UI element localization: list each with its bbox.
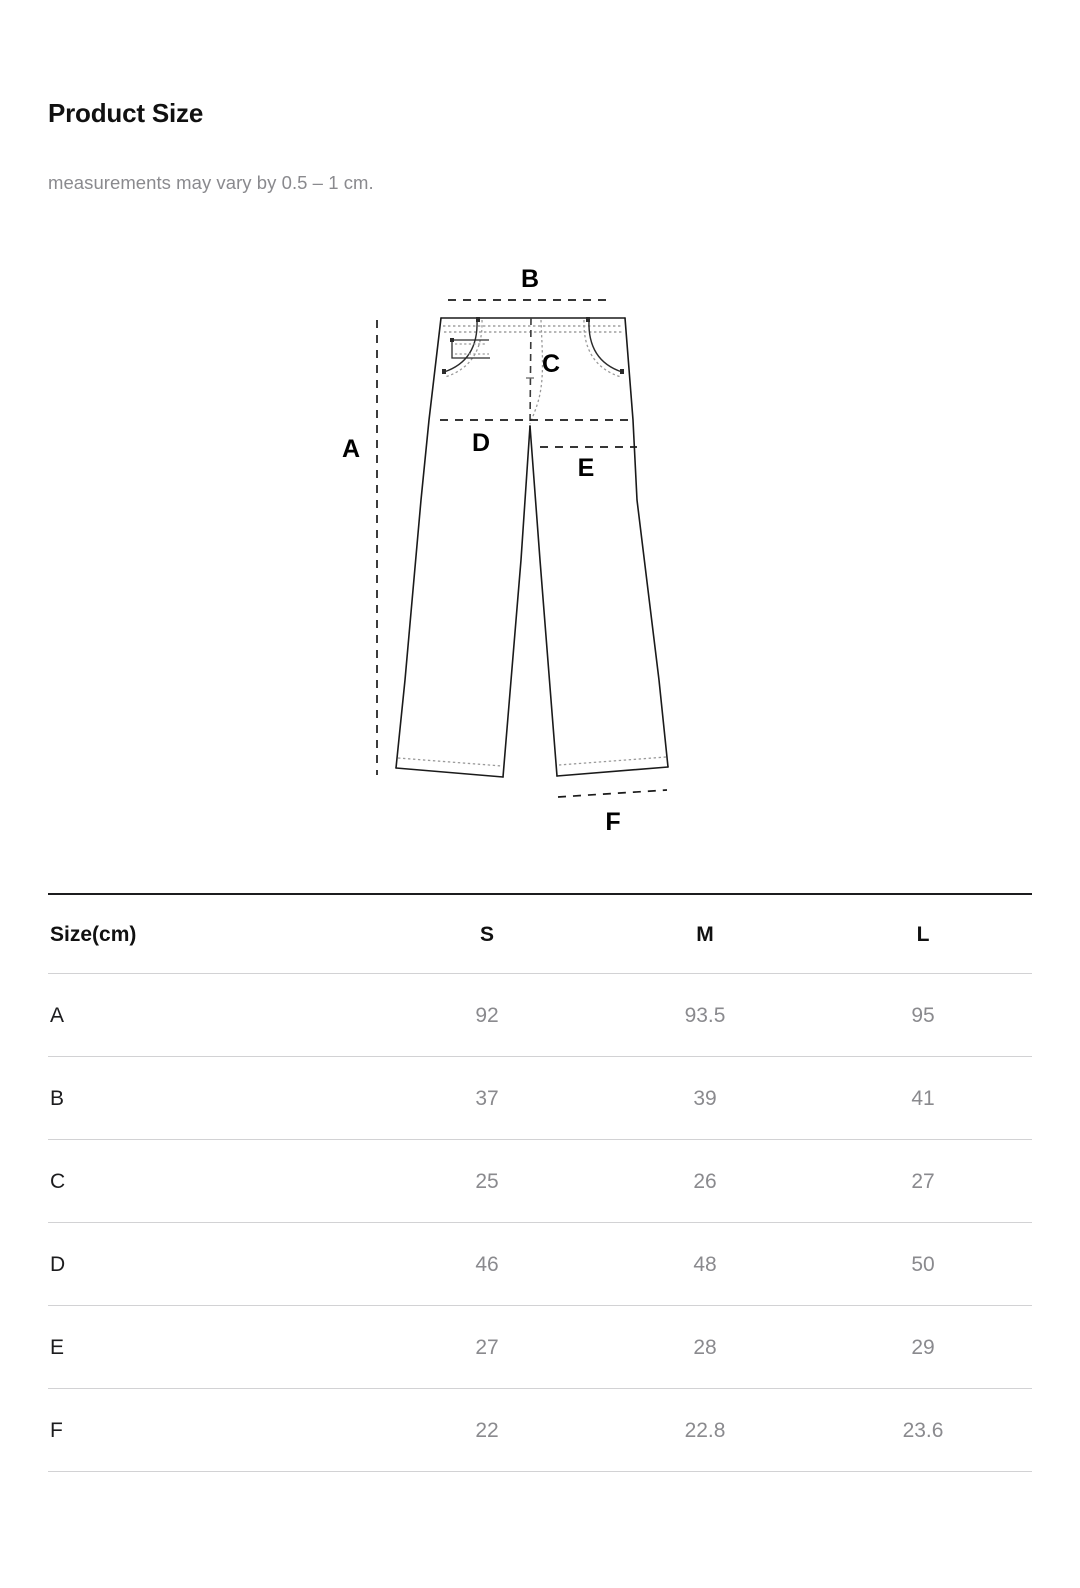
size-chart-table bbox=[48, 893, 1032, 1472]
pocket-rivet-right-bottom bbox=[620, 369, 624, 374]
row-label: D bbox=[48, 1223, 378, 1306]
page-title: Product Size bbox=[48, 98, 204, 128]
table-row bbox=[48, 1057, 1032, 1140]
coin-pocket-rivet bbox=[450, 338, 454, 342]
waistband-stitching bbox=[443, 326, 623, 332]
pocket-rivet-right-top bbox=[586, 317, 590, 322]
cell-m: 93.5 bbox=[596, 974, 814, 1057]
cell-m: 26 bbox=[596, 1140, 814, 1223]
measurement-tolerance-note: measurements may vary by 0.5 – 1 cm. bbox=[48, 172, 374, 194]
column-header-l: L bbox=[814, 894, 1032, 974]
measure-line-f bbox=[558, 790, 667, 797]
cell-l: 41 bbox=[814, 1057, 1032, 1140]
cell-m: 28 bbox=[596, 1306, 814, 1389]
measure-label-a: A bbox=[341, 435, 361, 463]
measure-label-c: C bbox=[541, 350, 561, 378]
column-header-size: Size(cm) bbox=[48, 894, 378, 974]
size-table-container bbox=[48, 893, 1032, 1472]
page-header bbox=[48, 98, 1032, 194]
fly-center-line bbox=[530, 318, 531, 426]
cell-l: 29 bbox=[814, 1306, 1032, 1389]
table-row bbox=[48, 1140, 1032, 1223]
size-table-head bbox=[48, 894, 1032, 974]
measure-label-b: B bbox=[520, 265, 540, 293]
measure-label-d: D bbox=[471, 429, 491, 457]
fly-topstitch bbox=[526, 320, 543, 424]
cell-l: 27 bbox=[814, 1140, 1032, 1223]
pocket-rivet-left-bottom bbox=[442, 369, 446, 374]
size-table-body bbox=[48, 974, 1032, 1472]
cell-s: 46 bbox=[378, 1223, 596, 1306]
garment-outline bbox=[396, 318, 668, 777]
column-header-s: S bbox=[378, 894, 596, 974]
row-label: B bbox=[48, 1057, 378, 1140]
cell-s: 92 bbox=[378, 974, 596, 1057]
row-label: C bbox=[48, 1140, 378, 1223]
coin-pocket bbox=[450, 338, 490, 358]
table-row bbox=[48, 974, 1032, 1057]
cell-l: 50 bbox=[814, 1223, 1032, 1306]
measure-label-e: E bbox=[577, 454, 595, 482]
cell-m: 22.8 bbox=[596, 1389, 814, 1472]
measure-label-f: F bbox=[605, 808, 621, 836]
row-label: F bbox=[48, 1389, 378, 1472]
table-row bbox=[48, 1223, 1032, 1306]
cell-s: 25 bbox=[378, 1140, 596, 1223]
cell-s: 37 bbox=[378, 1057, 596, 1140]
cell-m: 48 bbox=[596, 1223, 814, 1306]
table-header-row bbox=[48, 894, 1032, 974]
cell-m: 39 bbox=[596, 1057, 814, 1140]
cell-l: 95 bbox=[814, 974, 1032, 1057]
pants-technical-drawing bbox=[0, 250, 1080, 870]
cell-l: 23.6 bbox=[814, 1389, 1032, 1472]
pocket-rivet-left-top bbox=[476, 317, 480, 322]
hem-stitching bbox=[398, 757, 666, 766]
cell-s: 27 bbox=[378, 1306, 596, 1389]
row-label: A bbox=[48, 974, 378, 1057]
row-label: E bbox=[48, 1306, 378, 1389]
table-row bbox=[48, 1389, 1032, 1472]
size-diagram bbox=[0, 250, 1080, 870]
cell-s: 22 bbox=[378, 1389, 596, 1472]
table-row bbox=[48, 1306, 1032, 1389]
column-header-m: M bbox=[596, 894, 814, 974]
